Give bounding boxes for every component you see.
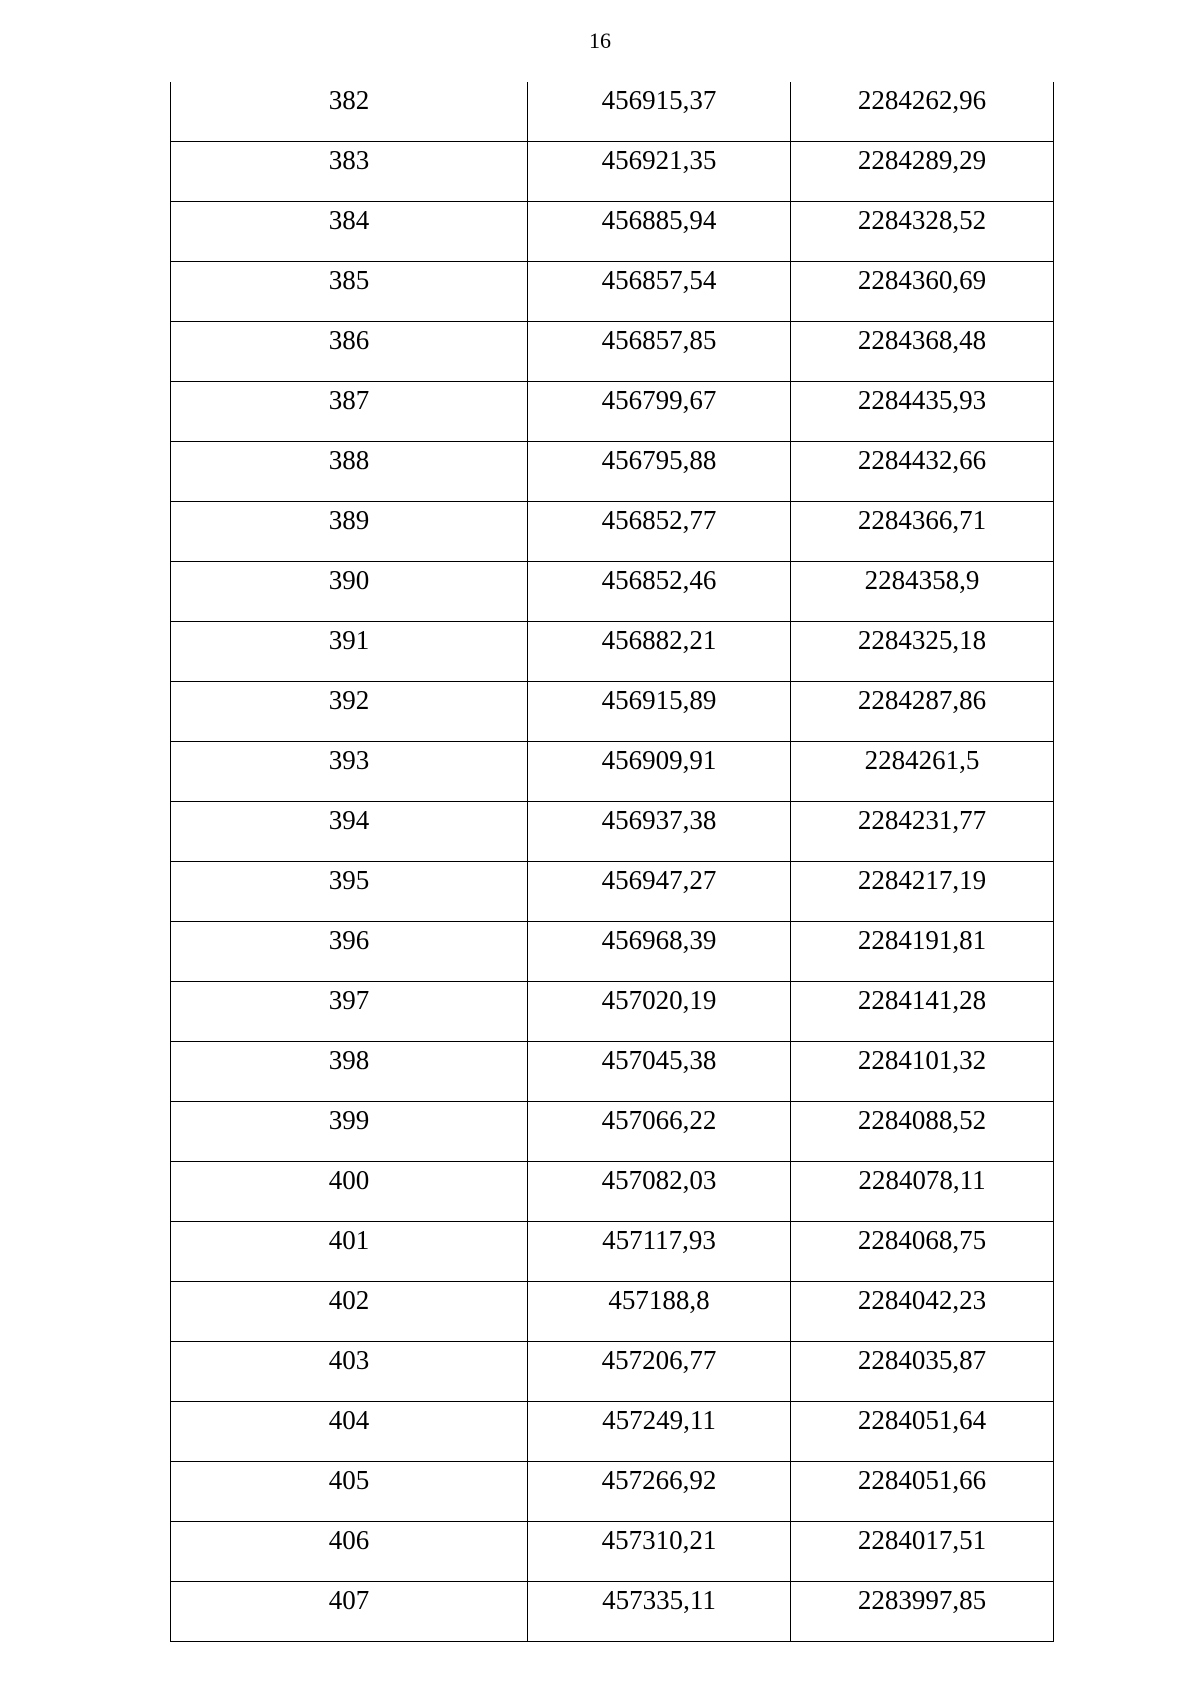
point-number-cell: 403: [171, 1342, 528, 1402]
point-number-cell: 398: [171, 1042, 528, 1102]
point-number-cell: 389: [171, 502, 528, 562]
x-coordinate-cell: 456852,77: [528, 502, 791, 562]
point-number-cell: 393: [171, 742, 528, 802]
y-coordinate-cell: 2284051,64: [791, 1402, 1054, 1462]
y-coordinate-cell: 2284042,23: [791, 1282, 1054, 1342]
x-coordinate-cell: 457188,8: [528, 1282, 791, 1342]
table-row: [171, 562, 1054, 622]
point-number-cell: 385: [171, 262, 528, 322]
point-number-cell: 401: [171, 1222, 528, 1282]
table-row: [171, 502, 1054, 562]
y-coordinate-cell: 2284078,11: [791, 1162, 1054, 1222]
y-coordinate-cell: 2284261,5: [791, 742, 1054, 802]
x-coordinate-cell: 457310,21: [528, 1522, 791, 1582]
x-coordinate-cell: 457335,11: [528, 1582, 791, 1642]
x-coordinate-cell: 457266,92: [528, 1462, 791, 1522]
point-number-cell: 397: [171, 982, 528, 1042]
x-coordinate-cell: 456857,54: [528, 262, 791, 322]
point-number-cell: 384: [171, 202, 528, 262]
coordinates-table-body: [171, 82, 1054, 1642]
point-number-cell: 394: [171, 802, 528, 862]
point-number-cell: 399: [171, 1102, 528, 1162]
table-row: [171, 1582, 1054, 1642]
point-number-cell: 406: [171, 1522, 528, 1582]
table-row: [171, 1042, 1054, 1102]
x-coordinate-cell: 456915,37: [528, 82, 791, 142]
x-coordinate-cell: 457045,38: [528, 1042, 791, 1102]
table-row: [171, 322, 1054, 382]
point-number-cell: 402: [171, 1282, 528, 1342]
x-coordinate-cell: 456921,35: [528, 142, 791, 202]
x-coordinate-cell: 456857,85: [528, 322, 791, 382]
x-coordinate-cell: 456915,89: [528, 682, 791, 742]
y-coordinate-cell: 2284289,29: [791, 142, 1054, 202]
x-coordinate-cell: 457082,03: [528, 1162, 791, 1222]
y-coordinate-cell: 2284358,9: [791, 562, 1054, 622]
table-row: [171, 1522, 1054, 1582]
table-row: [171, 1162, 1054, 1222]
y-coordinate-cell: 2284366,71: [791, 502, 1054, 562]
table-row: [171, 262, 1054, 322]
table-row: [171, 142, 1054, 202]
point-number-cell: 392: [171, 682, 528, 742]
point-number-cell: 390: [171, 562, 528, 622]
y-coordinate-cell: 2284325,18: [791, 622, 1054, 682]
coordinates-table: [170, 82, 1054, 1642]
point-number-cell: 391: [171, 622, 528, 682]
table-row: [171, 622, 1054, 682]
x-coordinate-cell: 456799,67: [528, 382, 791, 442]
y-coordinate-cell: 2284191,81: [791, 922, 1054, 982]
x-coordinate-cell: 456947,27: [528, 862, 791, 922]
x-coordinate-cell: 456852,46: [528, 562, 791, 622]
table-row: [171, 742, 1054, 802]
y-coordinate-cell: 2284262,96: [791, 82, 1054, 142]
table-row: [171, 442, 1054, 502]
table-row: [171, 862, 1054, 922]
page-number: 16: [589, 28, 611, 53]
table-row: [171, 682, 1054, 742]
y-coordinate-cell: 2284051,66: [791, 1462, 1054, 1522]
x-coordinate-cell: 457066,22: [528, 1102, 791, 1162]
y-coordinate-cell: 2284328,52: [791, 202, 1054, 262]
y-coordinate-cell: 2284017,51: [791, 1522, 1054, 1582]
table-row: [171, 202, 1054, 262]
point-number-cell: 386: [171, 322, 528, 382]
point-number-cell: 387: [171, 382, 528, 442]
point-number-cell: 382: [171, 82, 528, 142]
table-row: [171, 1282, 1054, 1342]
point-number-cell: 400: [171, 1162, 528, 1222]
y-coordinate-cell: 2283997,85: [791, 1582, 1054, 1642]
y-coordinate-cell: 2284435,93: [791, 382, 1054, 442]
x-coordinate-cell: 456909,91: [528, 742, 791, 802]
table-row: [171, 1222, 1054, 1282]
y-coordinate-cell: 2284101,32: [791, 1042, 1054, 1102]
table-row: [171, 802, 1054, 862]
table-row: [171, 1462, 1054, 1522]
y-coordinate-cell: 2284287,86: [791, 682, 1054, 742]
table-row: [171, 1102, 1054, 1162]
point-number-cell: 388: [171, 442, 528, 502]
point-number-cell: 404: [171, 1402, 528, 1462]
x-coordinate-cell: 456795,88: [528, 442, 791, 502]
x-coordinate-cell: 456968,39: [528, 922, 791, 982]
x-coordinate-cell: 456882,21: [528, 622, 791, 682]
y-coordinate-cell: 2284432,66: [791, 442, 1054, 502]
x-coordinate-cell: 457117,93: [528, 1222, 791, 1282]
y-coordinate-cell: 2284068,75: [791, 1222, 1054, 1282]
y-coordinate-cell: 2284231,77: [791, 802, 1054, 862]
y-coordinate-cell: 2284035,87: [791, 1342, 1054, 1402]
x-coordinate-cell: 456885,94: [528, 202, 791, 262]
table-row: [171, 82, 1054, 142]
point-number-cell: 396: [171, 922, 528, 982]
x-coordinate-cell: 457249,11: [528, 1402, 791, 1462]
point-number-cell: 383: [171, 142, 528, 202]
x-coordinate-cell: 456937,38: [528, 802, 791, 862]
table-row: [171, 1402, 1054, 1462]
point-number-cell: 405: [171, 1462, 528, 1522]
y-coordinate-cell: 2284088,52: [791, 1102, 1054, 1162]
point-number-cell: 407: [171, 1582, 528, 1642]
table-row: [171, 1342, 1054, 1402]
table-row: [171, 922, 1054, 982]
table-row: [171, 982, 1054, 1042]
x-coordinate-cell: 457020,19: [528, 982, 791, 1042]
y-coordinate-cell: 2284368,48: [791, 322, 1054, 382]
y-coordinate-cell: 2284217,19: [791, 862, 1054, 922]
y-coordinate-cell: 2284141,28: [791, 982, 1054, 1042]
x-coordinate-cell: 457206,77: [528, 1342, 791, 1402]
point-number-cell: 395: [171, 862, 528, 922]
table-row: [171, 382, 1054, 442]
y-coordinate-cell: 2284360,69: [791, 262, 1054, 322]
